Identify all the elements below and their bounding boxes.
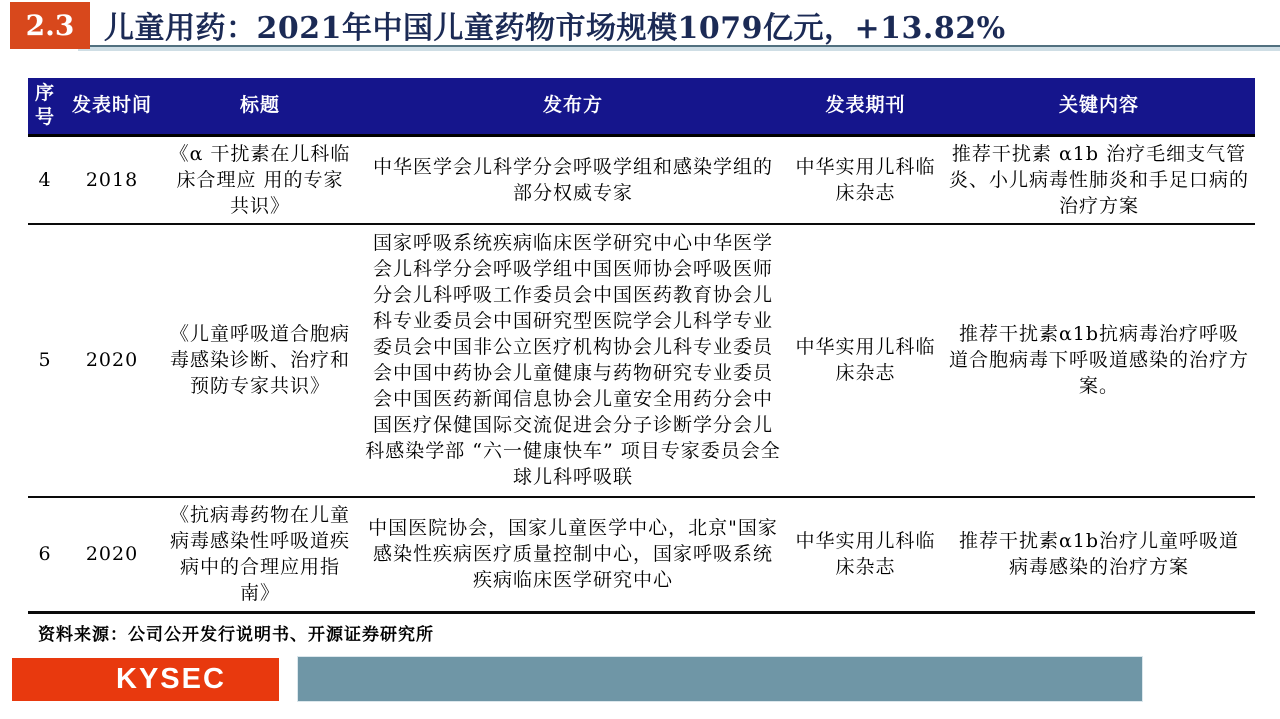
cell-publisher: 中华医学会儿科学分会呼吸学组和感染学组的部分权威专家 — [372, 155, 773, 204]
cell-seq: 4 — [38, 168, 52, 191]
header-cell-title: 标题 — [239, 93, 280, 116]
cell-seq: 5 — [38, 349, 52, 371]
cell-publish-time: 2018 — [85, 168, 139, 191]
cell-journal: 中华实用儿科临床杂志 — [795, 336, 936, 384]
section-number-badge: 2.3 — [10, 2, 90, 49]
table-header-row — [28, 78, 1255, 137]
table-row — [28, 225, 1255, 498]
cell-publisher: 国家呼吸系统疾病临床医学研究中心中华医学会儿科学分会呼吸学组中国医师协会呼吸医师分会儿科呼吸工作委员会中国医药教育协会儿科专业委员会中国研究型医院学会儿科学专业委员会中国非公立医疗机构协会儿科专业委员会中国中药协会儿童健康与药物研究专业委员会中国医药新闻信息协会儿童安全用药分会中国医疗保健国际交流促进会分子诊断学分会儿科感染学部 “六一健康快车” 项目专家委员会全球儿科呼吸联 — [365, 232, 781, 488]
cell-title: 《α 干扰素在儿科临床合理应 用的专家共识》 — [169, 142, 351, 217]
cell-journal: 中华实用儿科临床杂志 — [795, 155, 936, 204]
cell-journal: 中华实用儿科临床杂志 — [795, 530, 936, 578]
footer-decor-bar — [297, 656, 1143, 702]
cell-key-content: 推荐干扰素α1b抗病毒治疗呼吸道合胞病毒下呼吸道感染的治疗方案。 — [949, 323, 1250, 397]
cell-publish-time: 2020 — [85, 543, 139, 565]
cell-title: 《抗病毒药物在儿童病毒感染性呼吸道疾病中的合理应用指南》 — [169, 504, 350, 604]
table-row — [28, 498, 1255, 614]
header-cell-key-content: 关键内容 — [1058, 93, 1139, 116]
header-cell-publisher: 发布方 — [542, 93, 603, 116]
header-cell-seq: 序号 — [34, 82, 55, 128]
publications-table — [28, 78, 1255, 614]
cell-publisher: 中国医院协会，国家儿童医学中心，北京"国家感染性疾病医疗质量控制中心，国家呼吸系统疾病临床医学研究中心 — [368, 517, 778, 591]
source-note: 资料来源：公司公开发行说明书、开源证券研究所 — [38, 625, 434, 645]
cell-seq: 6 — [38, 543, 52, 565]
slide-title: 儿童用药：2021年中国儿童药物市场规模1079亿元，+13.82% — [104, 11, 1006, 46]
header-cell-publish-time: 发表时间 — [71, 93, 152, 116]
cell-title: 《儿童呼吸道合胞病毒感染诊断、治疗和预防专家共识》 — [169, 323, 350, 397]
cell-key-content: 推荐干扰素 α1b 治疗毛细支气管炎、小儿病毒性肺炎和手足口病的治疗方案 — [949, 142, 1250, 217]
header-cell-journal: 发表期刊 — [825, 93, 906, 116]
cell-key-content: 推荐干扰素α1b治疗儿童呼吸道病毒感染的治疗方案 — [958, 530, 1240, 578]
cell-publish-time: 2020 — [85, 349, 139, 371]
table-row — [28, 137, 1255, 225]
kysec-logo: KYSEC — [12, 658, 279, 701]
